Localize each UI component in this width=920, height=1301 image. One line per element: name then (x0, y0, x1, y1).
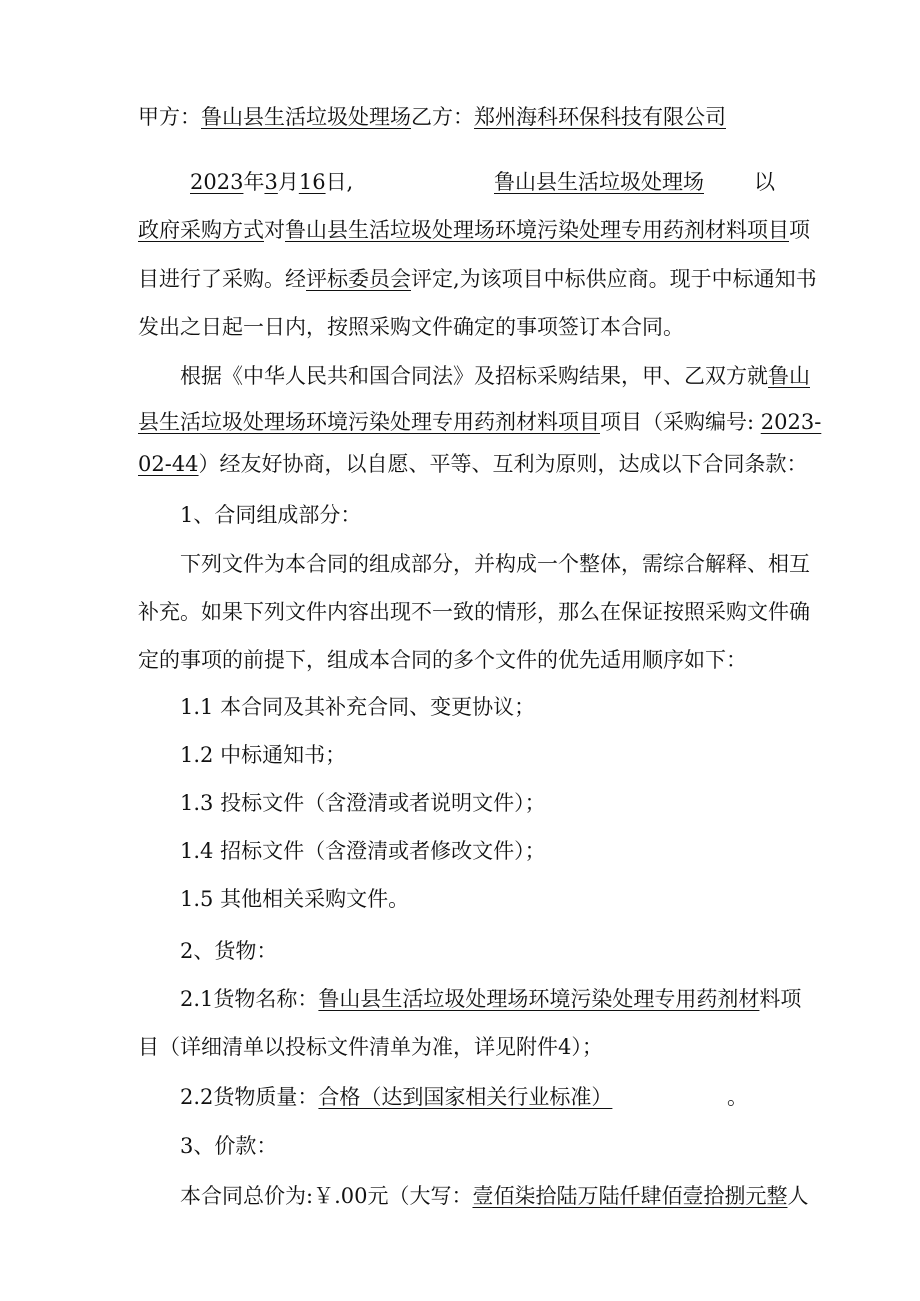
s1-para-line-1: 下列文件为本合同的组成部分，并构成一个整体，需综合解释、相互 (180, 552, 810, 576)
party-a-name: 鲁山县生活垃圾处理场 (201, 105, 411, 129)
s1-item: 1.1 本合同及其补充合同、变更协议； (180, 695, 536, 719)
s1-item: 1.2 中标通知书； (180, 743, 347, 767)
purchaser-name: 鲁山县生活垃圾处理场 (494, 170, 704, 194)
parties-line (138, 102, 726, 132)
basis-project-part2: 县生活垃圾处理场环境污染处理专用药剂材料项目 (138, 410, 600, 434)
goods-quality-line (180, 1082, 612, 1112)
procurement-method: 政府采购方式 (138, 218, 264, 242)
s1-item: 1.4 招标文件（含澄清或者修改文件）； (180, 839, 546, 863)
section-3-title: 3、价款： (180, 1134, 278, 1158)
intro-year: 2023 (190, 170, 244, 194)
party-a-label: 甲方： (138, 105, 201, 129)
intro-line-3-b: 评定,为该项目中标供应商。现于中标通知书 (411, 267, 817, 291)
price-tail: 人 (787, 1184, 809, 1208)
s1-item: 1.3 投标文件（含澄清或者说明文件）； (180, 791, 546, 815)
intro-line-2 (138, 215, 810, 245)
goods-name-tail: 料项 (759, 987, 802, 1011)
year-unit: 年 (243, 170, 265, 194)
procurement-code-part2: 02-44 (138, 452, 199, 476)
basis-line-3-b: ）经友好协商，以自愿、平等、互利为原则，达成以下合同条款： (198, 452, 808, 476)
intro-line-2-tail: 项 (789, 218, 810, 242)
s1-para-line-2: 补充。如果下列文件内容出现不一致的情形，那么在保证按照采购文件确 (138, 600, 810, 624)
goods-name: 鲁山县生活垃圾处理场环境污染处理专用药剂材 (318, 987, 760, 1011)
section-2-title: 2、货物： (180, 939, 278, 963)
intro-day: 16 (298, 170, 326, 194)
goods-quality-end: 。 (727, 1085, 748, 1109)
intro-line-3-a: 目进行了采购。经 (138, 267, 306, 291)
basis-line-2 (138, 407, 821, 437)
intro-line-3 (138, 264, 817, 294)
intro-line-4: 发出之日起一日内，按照采购文件确定的事项签订本合同。 (138, 315, 684, 339)
section-1-title: 1、合同组成部分： (180, 503, 362, 527)
goods-quality-label: 2.2货物质量： (180, 1085, 319, 1109)
price-uppercase: 壹佰柒拾陆万陆仟肆佰壹拾捌元整 (472, 1184, 788, 1208)
s1-item: 1.5 其他相关采购文件。 (180, 887, 410, 911)
basis-line-1-a: 根据《中华人民共和国合同法》及招标采购结果，甲、乙双方就 (180, 364, 768, 388)
basis-line-3 (138, 449, 808, 479)
month-unit: 月 (277, 170, 299, 194)
intro-purchaser (494, 167, 704, 197)
goods-name-line-1 (180, 984, 801, 1014)
goods-name-label: 2.1货物名称： (180, 987, 319, 1011)
price-label: 本合同总价为:￥.00元（大写： (180, 1184, 473, 1208)
procurement-code-part1: 2023- (760, 410, 822, 434)
project-name: 鲁山县生活垃圾处理场环境污染处理专用药剂材料项目 (285, 218, 789, 242)
basis-line-2-b: 项目（采购编号: (600, 410, 761, 434)
yi-word: 以 (754, 170, 775, 194)
committee: 评标委员会 (306, 267, 411, 291)
s1-para-line-3: 定的事项的前提下，组成本合同的多个文件的优先适用顺序如下： (138, 648, 747, 672)
party-b-name: 郑州海科环保科技有限公司 (474, 105, 726, 129)
price-line (180, 1181, 808, 1211)
goods-quality: 合格（达到国家相关行业标准） (318, 1085, 613, 1109)
intro-month: 3 (264, 170, 278, 194)
basis-line-1 (180, 361, 810, 391)
intro-yi (754, 167, 775, 197)
basis-project-part1: 鲁山 (768, 364, 810, 388)
goods-name-line-2: 目（详细清单以投标文件清单为准，详见附件4）； (138, 1035, 603, 1059)
intro-line-1 (138, 167, 353, 197)
dui-word: 对 (264, 218, 285, 242)
party-b-label: 乙方： (411, 105, 474, 129)
day-unit: 日, (325, 170, 354, 194)
